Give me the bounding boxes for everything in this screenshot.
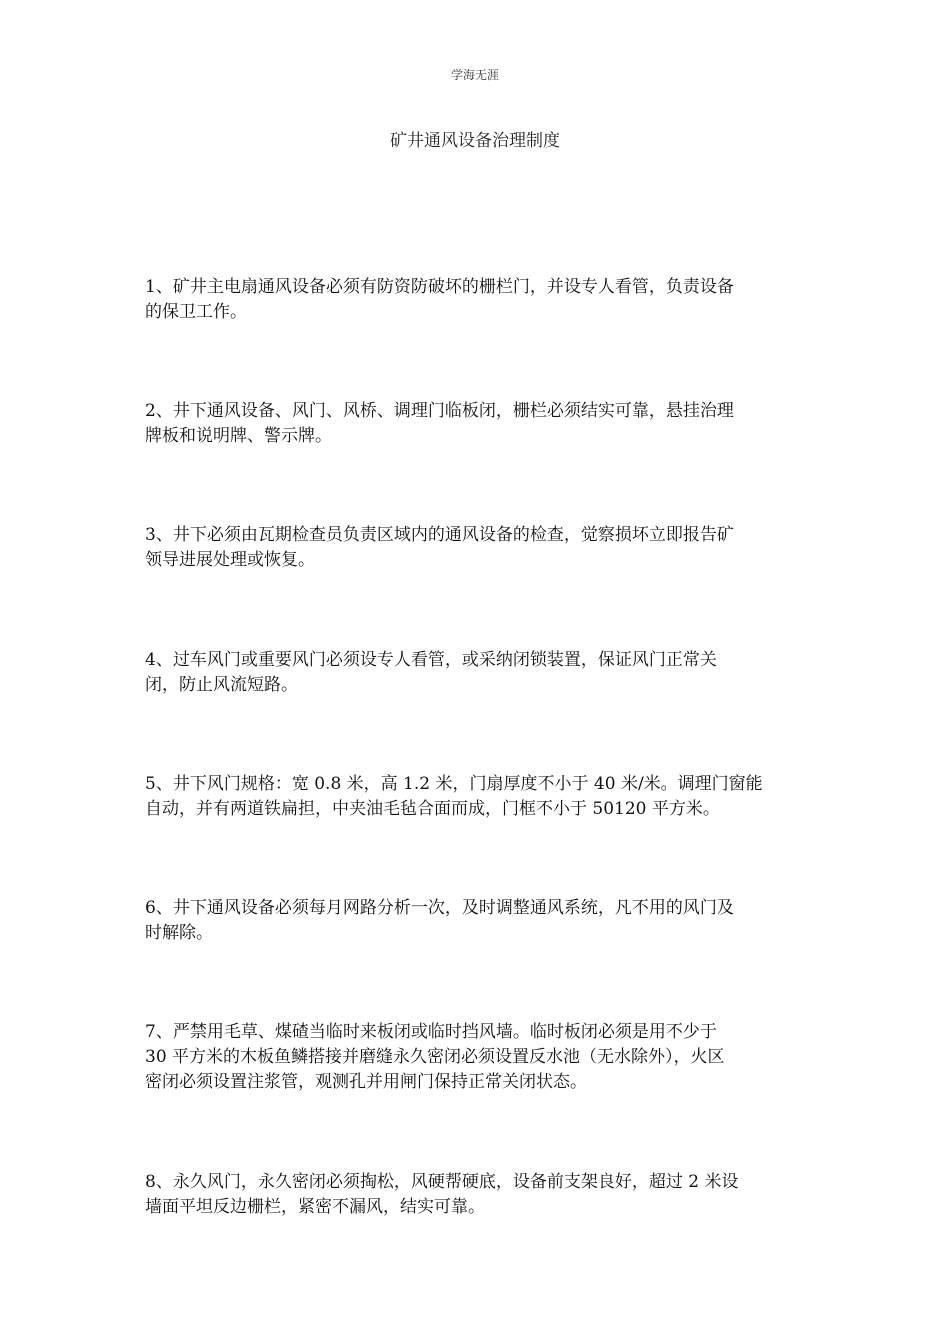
paragraph-line: 的保卫工作。 (145, 302, 247, 322)
paragraph-line: 4、过车风门或重要风门必须设专人看管，或采纳闭锁装置，保证风门正常关 (145, 650, 717, 670)
paragraph-6 (145, 896, 807, 946)
paragraph-line: 6、井下通风设备必须每月网路分析一次，及时调整通风系统，凡不用的风门及 (145, 898, 734, 918)
paragraph-line: 闭，防止风流短路。 (145, 675, 298, 695)
paragraph-line: 时解除。 (145, 923, 213, 943)
paragraph-1 (145, 275, 807, 325)
paragraph-line: 30 平方米的木板鱼鳞搭接并磨缝永久密闭必须设置反水池（无水除外），火区 (145, 1047, 725, 1067)
paragraph-line: 牌板和说明牌、警示牌。 (145, 426, 332, 446)
paragraph-5 (145, 772, 807, 822)
paragraph-4 (145, 648, 807, 698)
paragraph-line: 密闭必须设置注浆管，观测孔并用闸门保持正常关闭状态。 (145, 1072, 587, 1092)
paragraph-2 (145, 399, 807, 449)
paragraph-line: 3、井下必须由瓦期检查员负责区域内的通风设备的检查，觉察损坏立即报告矿 (145, 525, 734, 545)
page-header: 学海无涯 (450, 68, 499, 82)
paragraph-line: 5、井下风门规格：宽 0.8 米，高 1.2 米，门扇厚度不小于 40 米/米。调理门窗能 (145, 774, 763, 794)
paragraph-7 (145, 1020, 807, 1095)
paragraph-line: 2、井下通风设备、风门、风桥、调理门临板闭，栅栏必须结实可靠，悬挂治理 (145, 401, 734, 421)
paragraph-line: 墙面平坦反边栅栏，紧密不漏风，结实可靠。 (145, 1197, 485, 1217)
paragraph-line: 领导进展处理或恢复。 (145, 550, 315, 570)
paragraph-line: 1、矿井主电扇通风设备必须有防资防破坏的栅栏门，并设专人看管，负责设备 (145, 277, 734, 297)
paragraph-8 (145, 1170, 807, 1220)
paragraph-line: 7、严禁用毛草、煤碴当临时来板闭或临时挡风墙。临时板闭必须是用不少于 (145, 1022, 717, 1042)
paragraph-line: 自动，并有两道铁扁担，中夹油毛毡合面而成，门框不小于 50120 平方米。 (145, 799, 720, 819)
paragraph-3 (145, 523, 807, 573)
document-title: 矿井通风设备治理制度 (390, 131, 560, 151)
paragraph-line: 8、永久风门，永久密闭必须掏松，风硬帮硬底，设备前支架良好，超过 2 米设 (145, 1172, 739, 1192)
